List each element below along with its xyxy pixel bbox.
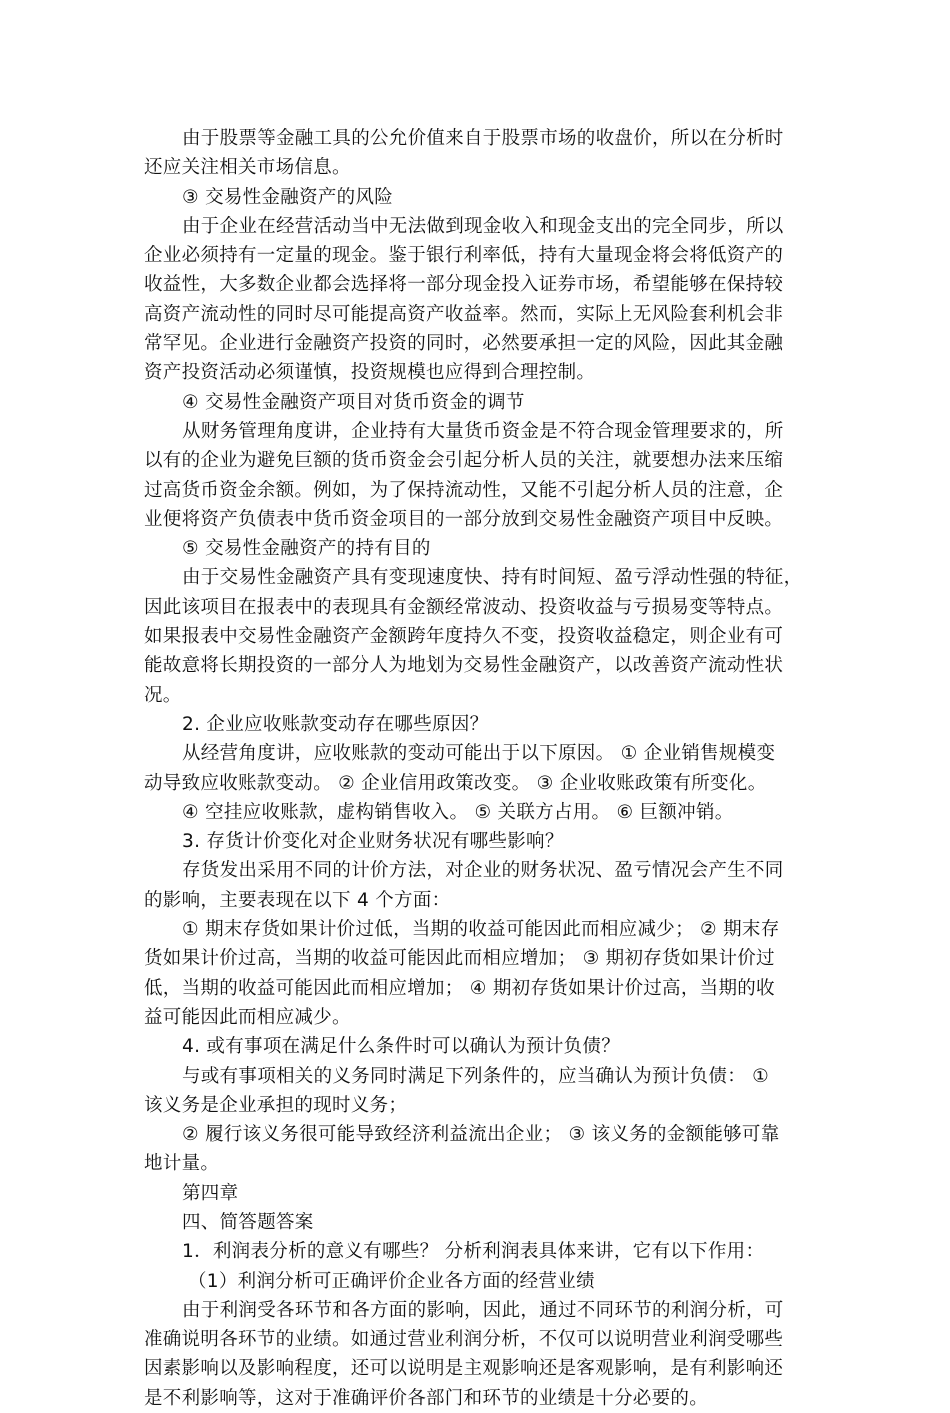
- paragraph-line: 因素影响以及影响程度，还可以说明是主观影响还是客观影响，是有利影响还: [144, 1358, 784, 1380]
- paragraph-line: 由于交易性金融资产具有变现速度快、持有时间短、盈亏浮动性强的特征，: [182, 567, 803, 589]
- paragraph-line: 低，当期的收益可能因此而相应增加； ④ 期初存货如果计价过高，当期的收: [144, 977, 775, 999]
- paragraph-line: 收益性，大多数企业都会选择将一部分现金投入证券市场，希望能够在保持较: [144, 274, 784, 296]
- subheading: ③ 交易性金融资产的风险: [182, 186, 394, 208]
- paragraph-line: 动导致应收账款变动。 ② 企业信用政策改变。 ③ 企业收账政策有所变化。: [144, 772, 767, 794]
- paragraph-line: 以有的企业为避免巨额的货币资金会引起分析人员的关注，就要想办法来压缩: [144, 450, 784, 472]
- subheading: ⑤ 交易性金融资产的持有目的: [182, 538, 431, 560]
- paragraph-line: 益可能因此而相应减少。: [144, 1006, 351, 1028]
- paragraph-line: 由于股票等金融工具的公允价值来自于股票市场的收盘价，所以在分析时: [182, 128, 784, 149]
- subheading: ④ 交易性金融资产项目对货币资金的调节: [182, 391, 525, 413]
- paragraph-line: 该义务是企业承担的现时义务；: [144, 1094, 408, 1116]
- paragraph-line: ② 履行该义务很可能导致经济利益流出企业； ③ 该义务的金额能够可靠: [182, 1124, 780, 1146]
- paragraph-line: 准确说明各环节的业绩。如通过营业利润分析，不仅可以说明营业利润受哪些: [144, 1329, 784, 1351]
- paragraph-line: 过高货币资金余额。例如，为了保持流动性，又能不引起分析人员的注意，企: [144, 479, 784, 501]
- paragraph-line: 与或有事项相关的义务同时满足下列条件的，应当确认为预计负债： ①: [182, 1065, 770, 1087]
- paragraph-line: 况。: [144, 684, 182, 706]
- paragraph-line: 由于利润受各环节和各方面的影响，因此，通过不同环节的利润分析，可: [182, 1299, 784, 1321]
- paragraph-line: 业便将资产负债表中货币资金项目的一部分放到交易性金融资产项目中反映。: [144, 508, 784, 530]
- question-heading: 1．利润表分析的意义有哪些？ 分析利润表具体来讲，它有以下作用：: [182, 1241, 765, 1263]
- paragraph-line: 如果报表中交易性金融资产金额跨年度持久不变，投资收益稳定，则企业有可: [144, 626, 784, 648]
- paragraph-line: 从财务管理角度讲，企业持有大量货币资金是不符合现金管理要求的，所: [182, 420, 784, 442]
- paragraph-line: 常罕见。企业进行金融资产投资的同时，必然要承担一定的风险，因此其金融: [144, 333, 784, 355]
- subheading: （1）利润分析可正确评价企业各方面的经营业绩: [188, 1270, 595, 1292]
- paragraph-line: 资产投资活动必须谨慎，投资规模也应得到合理控制。: [144, 362, 596, 384]
- document-body: [144, 124, 808, 1413]
- paragraph-line: 存货发出采用不同的计价方法，对企业的财务状况、盈亏情况会产生不同: [182, 860, 784, 882]
- paragraph-line: ① 期末存货如果计价过低，当期的收益可能因此而相应减少； ② 期末存: [182, 919, 780, 941]
- paragraph-line: 从经营角度讲，应收账款的变动可能出于以下原因。 ① 企业销售规模变: [182, 743, 776, 765]
- paragraph-line: 由于企业在经营活动当中无法做到现金收入和现金支出的完全同步，所以: [182, 215, 784, 237]
- paragraph-line: 地计量。: [144, 1153, 220, 1175]
- question-heading: 2. 企业应收账款变动存在哪些原因？: [182, 713, 489, 735]
- paragraph-line: ④ 空挂应收账款，虚构销售收入。 ⑤ 关联方占用。 ⑥ 巨额冲销。: [182, 801, 734, 823]
- paragraph-line: 能故意将长期投资的一部分人为地划为交易性金融资产，以改善资产流动性状: [144, 655, 784, 677]
- paragraph-line: 企业必须持有一定量的现金。鉴于银行利率低，持有大量现金将会将低资产的: [144, 245, 784, 267]
- paragraph-line: 的影响，主要表现在以下 4 个方面：: [144, 889, 451, 911]
- paragraph-line: 因此该项目在报表中的表现具有金额经常波动、投资收益与亏损易变等特点。: [144, 596, 784, 618]
- paragraph-line: 高资产流动性的同时尽可能提高资产收益率。然而，实际上无风险套利机会非: [144, 303, 784, 325]
- paragraph-line: 货如果计价过高，当期的收益可能因此而相应增加； ③ 期初存货如果计价过: [144, 948, 775, 970]
- section-heading: 四、简答题答案: [182, 1211, 314, 1233]
- paragraph-line: 是不利影响等，这对于准确评价各部门和环节的业绩是十分必要的。: [144, 1387, 709, 1409]
- chapter-heading: 第四章: [182, 1182, 239, 1204]
- paragraph-line: 还应关注相关市场信息。: [144, 157, 351, 179]
- question-heading: 3. 存货计价变化对企业财务状况有哪些影响？: [182, 831, 564, 853]
- question-heading: 4. 或有事项在满足什么条件时可以确认为预计负债？: [182, 1036, 621, 1058]
